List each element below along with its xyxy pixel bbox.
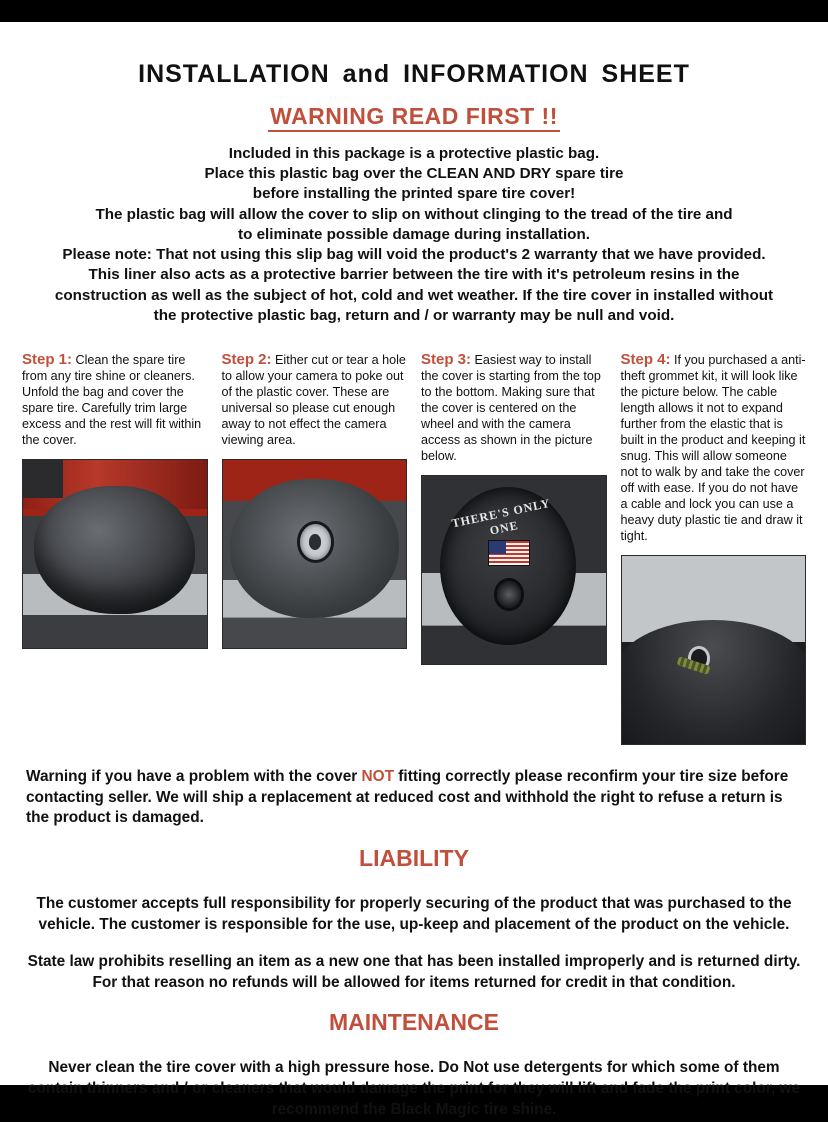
step-2-photo	[222, 459, 408, 649]
camera-port-shape	[497, 581, 521, 607]
step-3-text	[421, 350, 607, 465]
cover-print-text: THERE'S ONLY ONE	[450, 495, 552, 538]
step-4-photo	[621, 555, 807, 745]
warning-paragraph-highlight: NOT	[361, 767, 395, 785]
flag-icon	[488, 540, 530, 566]
step-2-body: Either cut or tear a hole to allow your camera to poke out of the plastic cover. These are universal so please cut enough away to not effect the camera viewing area.	[221, 352, 406, 447]
warning-paragraph-after: fitting correctly please reconfirm your tire size before contacting seller. We will ship a replacement at reduced cost and withhold the right to refuse a return is the product is damaged.	[26, 767, 789, 827]
information-sheet	[0, 22, 828, 1119]
cover-underside-shape	[621, 620, 807, 745]
intro-line-1: Included in this package is a protective plastic bag.	[228, 145, 600, 162]
intro-line-5: to eliminate possible damage during installation.	[238, 225, 590, 243]
intro-line-6: Please note: That not using this slip bag will void the product's 2 warranty that we have provided.	[62, 246, 766, 264]
intro-line-7: This liner also acts as a protective barrier between the tire with it's petroleum resins in the	[88, 266, 740, 284]
warning-heading-text: WARNING READ FIRST !!	[268, 103, 560, 132]
warning-heading	[0, 103, 828, 130]
step-4-text	[621, 350, 807, 545]
intro-line-9: the protective plastic bag, return and / or warranty may be null and void.	[153, 306, 675, 324]
step-4-body: If you purchased a anti-theft grommet kit, it will look like the picture below. The cable length allows it not to expand further from the elastic that is built in the product and keeping it snug. This will allow someone not to walk by and take the cover off with ease. If you do not have a cable and lock you can use a heavy duty plastic tie and draw it tight.	[620, 352, 806, 543]
page-title: INSTALLATION and INFORMATION SHEET	[138, 60, 690, 88]
warning-paragraph-before: Warning if you have a problem with the cover	[26, 767, 362, 785]
liability-paragraph-2: State law prohibits reselling an item as a new one that has been installed improperly and is returned dirty. For that reason no refunds will be allowed for items returned for credit in that condition.	[27, 952, 801, 991]
step-column-2	[222, 350, 408, 745]
maintenance-paragraph: Never clean the tire cover with a high pressure hose. Do Not use detergents for which some of them contain thinners and / or cleaners that would damage the print for they will lift and fade the print color, we recommend the Black Magic tire shine.	[27, 1059, 801, 1119]
liability-paragraph-1: The customer accepts full responsibility for properly securing of the product that was purchased to the vehicle. The customer is responsible for the use, up-keep and placement of the product on the vehicle.	[36, 895, 792, 934]
maintenance-heading: MAINTENANCE	[329, 1009, 499, 1036]
step-column-1	[22, 350, 208, 745]
intro-block	[24, 144, 804, 326]
step-1-text	[22, 350, 208, 449]
step-3-photo	[421, 475, 607, 665]
intro-line-2: Place this plastic bag over the CLEAN AND DRY spare tire	[204, 165, 624, 183]
covered-tire-shape	[34, 486, 195, 614]
step-2-text	[222, 350, 408, 449]
step-3-body: Easiest way to install the cover is starting from the top to the bottom. Making sure that the cover is centered on the wheel and with the camera access as shown in the picture below.	[421, 352, 601, 463]
step-4-label: Step 4:	[620, 350, 671, 368]
step-1-photo	[22, 459, 208, 649]
step-column-4	[621, 350, 807, 745]
step-1-body: Clean the spare tire from any tire shine or cleaners. Unfold the bag and cover the spare tire. Carefully trim large excess and the rest will fit within the cover.	[22, 352, 202, 447]
step-3-label: Step 3:	[421, 350, 472, 368]
intro-line-4: The plastic bag will allow the cover to slip on without clinging to the tread of the tire and	[95, 205, 733, 223]
liability-heading: LIABILITY	[359, 845, 469, 872]
background-shape	[23, 460, 63, 498]
step-column-3	[421, 350, 607, 745]
steps-row	[22, 350, 806, 745]
intro-line-3: before installing the printed spare tire cover!	[252, 185, 576, 203]
step-2-label: Step 2:	[221, 350, 272, 368]
step-1-label: Step 1:	[22, 350, 73, 368]
warning-paragraph	[26, 767, 802, 829]
camera-hole-shape	[300, 524, 331, 560]
intro-line-8: construction as well as the subject of hot, cold and wet weather. If the tire cover in installed without	[54, 286, 774, 304]
